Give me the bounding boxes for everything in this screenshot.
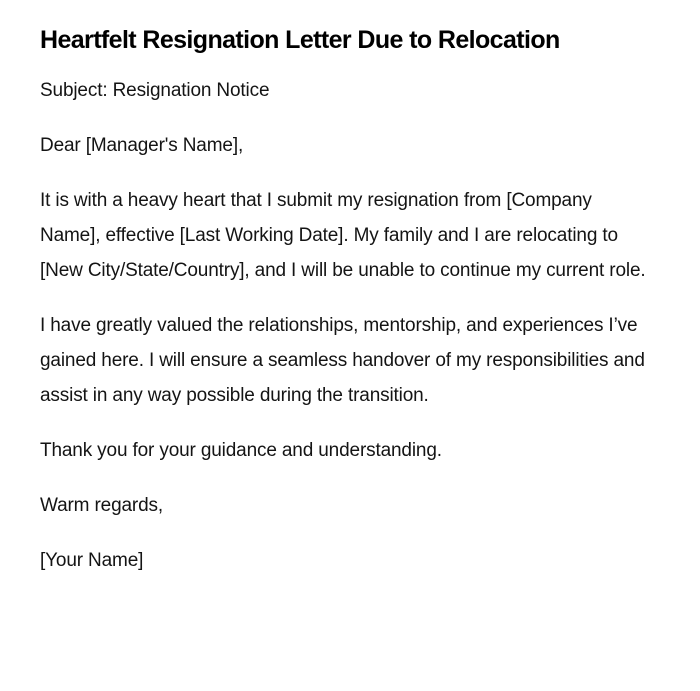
letter-document: [40, 22, 650, 598]
body-paragraph-thanks: Thank you for your guidance and understanding.: [40, 440, 442, 461]
closing: Warm regards,: [40, 495, 163, 516]
subject-line: Subject: Resignation Notice: [40, 80, 270, 101]
body-paragraph-gratitude: I have greatly valued the relationships, mentorship, and experiences I’ve gained here. I will ensure a seamless handover of my responsibilities and assist in any way possible during the transition.: [40, 315, 645, 406]
signature: [Your Name]: [40, 550, 144, 571]
document-title: Heartfelt Resignation Letter Due to Relocation: [40, 26, 560, 54]
salutation: Dear [Manager's Name],: [40, 135, 244, 156]
body-paragraph-resignation: It is with a heavy heart that I submit my resignation from [Company Name], effective [Last Working Date]. My family and I are relocating to [New City/State/Country], and I will be unable to continue my current role.: [40, 190, 646, 281]
